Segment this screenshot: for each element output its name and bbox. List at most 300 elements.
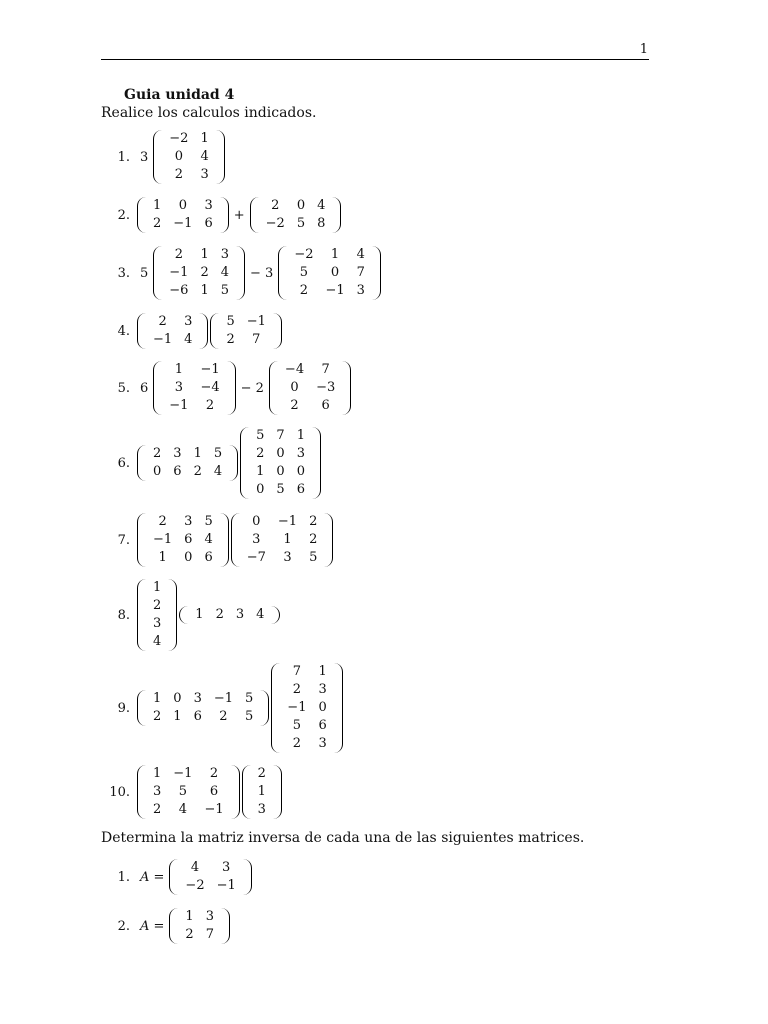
matrix-row bbox=[147, 197, 219, 215]
matrix-entry: 0 bbox=[296, 198, 306, 213]
matrix-entry: 0 bbox=[178, 198, 187, 213]
matrix-entry: 1 bbox=[283, 532, 292, 547]
matrix-entry: 1 bbox=[153, 691, 162, 706]
matrix bbox=[169, 859, 251, 895]
matrix-entry: −2 bbox=[265, 216, 285, 231]
matrix-entry: 6 bbox=[318, 718, 327, 733]
matrix bbox=[137, 690, 269, 726]
matrix-entry: 2 bbox=[205, 398, 215, 413]
matrix-entry: 1 bbox=[256, 464, 265, 479]
matrix-entry: 3 bbox=[220, 247, 230, 262]
matrix-row bbox=[163, 361, 225, 379]
matrix-row bbox=[288, 246, 371, 264]
matrix-entry: 5 bbox=[299, 265, 309, 280]
matrix-entry: −1 bbox=[153, 532, 173, 547]
matrix-entry: 0 bbox=[252, 514, 261, 529]
matrix-entry: 4 bbox=[356, 247, 365, 262]
matrix-row bbox=[252, 783, 272, 801]
matrix-entry: 3 bbox=[356, 283, 365, 298]
matrix-row bbox=[281, 681, 332, 699]
matrix-entry: 4 bbox=[184, 332, 193, 347]
matrix-entry: 0 bbox=[330, 265, 340, 280]
matrix-entry: 2 bbox=[309, 532, 318, 547]
matrix-entry: −1 bbox=[169, 265, 189, 280]
matrix-entry: 4 bbox=[178, 802, 187, 817]
matrix-row bbox=[163, 148, 214, 166]
matrix-entry: 6 bbox=[173, 464, 182, 479]
matrix-entries bbox=[279, 361, 341, 415]
matrix-entry: −4 bbox=[284, 362, 305, 377]
left-parenthesis bbox=[169, 908, 178, 944]
matrix bbox=[250, 197, 342, 233]
exercise-number: 6. bbox=[117, 455, 130, 471]
matrix-row bbox=[163, 379, 225, 397]
left-parenthesis bbox=[242, 765, 251, 819]
matrix-entries bbox=[189, 606, 270, 624]
matrix bbox=[271, 663, 342, 753]
matrix-row bbox=[220, 331, 271, 349]
matrix bbox=[137, 513, 229, 567]
matrix bbox=[137, 579, 177, 651]
right-parenthesis bbox=[260, 690, 269, 726]
exercise-number: 2. bbox=[117, 918, 130, 934]
exercise-item bbox=[100, 765, 283, 819]
matrix-entry: 5 bbox=[309, 550, 318, 565]
exercise-number: 1. bbox=[117, 149, 130, 165]
left-parenthesis bbox=[137, 765, 146, 819]
matrix-entry: 2 bbox=[292, 682, 302, 697]
matrix-entry: 5 bbox=[296, 216, 306, 231]
exercise-number: 4. bbox=[117, 323, 130, 339]
matrix-entries bbox=[163, 246, 235, 300]
matrix-row bbox=[163, 264, 235, 282]
matrix-entry: 3 bbox=[205, 909, 214, 924]
matrix-row bbox=[163, 397, 225, 415]
matrix-entry: 2 bbox=[209, 766, 219, 781]
matrix bbox=[153, 130, 224, 184]
left-parenthesis bbox=[278, 246, 287, 300]
left-parenthesis bbox=[240, 427, 249, 499]
matrix-entry: 5 bbox=[213, 446, 223, 461]
matrix-row bbox=[147, 331, 198, 349]
matrix-row bbox=[147, 215, 219, 233]
matrix-entry: −7 bbox=[246, 550, 266, 565]
right-parenthesis bbox=[273, 765, 282, 819]
matrix-entries bbox=[260, 197, 332, 233]
matrix-row bbox=[147, 549, 219, 567]
operator-text: 5 bbox=[140, 265, 149, 281]
matrix-entry: 6 bbox=[184, 532, 193, 547]
matrix-entry: 3 bbox=[193, 691, 202, 706]
matrix-entry: 7 bbox=[276, 428, 285, 443]
matrix-entries bbox=[281, 663, 332, 753]
matrix-entry: 1 bbox=[296, 428, 305, 443]
matrix-entry: 1 bbox=[185, 909, 194, 924]
matrix-entry: 2 bbox=[271, 198, 280, 213]
matrix-entry: 1 bbox=[153, 198, 162, 213]
matrix-entries bbox=[179, 908, 220, 944]
matrix-entry: −1 bbox=[173, 216, 193, 231]
left-parenthesis bbox=[137, 445, 146, 481]
operator-text: 3 bbox=[140, 149, 149, 165]
left-parenthesis bbox=[137, 313, 146, 349]
exercise-number: 8. bbox=[117, 607, 130, 623]
right-parenthesis bbox=[271, 606, 280, 624]
right-parenthesis bbox=[342, 361, 351, 415]
matrix-row bbox=[281, 663, 332, 681]
matrix-entry: 1 bbox=[318, 664, 327, 679]
matrix-row bbox=[281, 717, 332, 735]
right-parenthesis bbox=[243, 859, 252, 895]
matrix-row bbox=[281, 699, 332, 717]
matrix bbox=[169, 908, 230, 944]
matrix-row bbox=[163, 282, 235, 300]
matrix-entries bbox=[147, 690, 259, 726]
matrix-entry: 2 bbox=[193, 464, 202, 479]
matrix-entry: 5 bbox=[256, 428, 265, 443]
page-number: 1 bbox=[639, 42, 648, 57]
matrix-entry: 1 bbox=[153, 580, 162, 595]
instruction-calculations: Realice los calculos indicados. bbox=[101, 105, 317, 121]
matrix-entry: 4 bbox=[317, 198, 326, 213]
matrix-entry: 1 bbox=[200, 131, 209, 146]
matrix-entries bbox=[288, 246, 371, 300]
exercise-number: 5. bbox=[117, 380, 130, 396]
right-parenthesis bbox=[372, 246, 381, 300]
matrix-entry: 0 bbox=[290, 380, 299, 395]
right-parenthesis bbox=[220, 197, 229, 233]
matrix-entry: −1 bbox=[153, 332, 173, 347]
matrix-row bbox=[260, 215, 332, 233]
left-parenthesis bbox=[137, 579, 146, 651]
matrix-row bbox=[220, 313, 271, 331]
left-parenthesis bbox=[210, 313, 219, 349]
matrix-entry: 3 bbox=[204, 198, 213, 213]
matrix-row bbox=[241, 513, 324, 531]
matrix bbox=[231, 513, 334, 567]
exercise-item bbox=[100, 197, 342, 233]
matrix-entry: 1 bbox=[153, 766, 162, 781]
matrix-entry: −1 bbox=[216, 878, 236, 893]
matrix-entries bbox=[147, 579, 167, 651]
right-parenthesis bbox=[168, 579, 177, 651]
matrix-entry: −1 bbox=[204, 802, 224, 817]
matrix-entry: 2 bbox=[200, 265, 209, 280]
matrix-entry: 3 bbox=[174, 380, 183, 395]
matrix-entry: 3 bbox=[318, 682, 327, 697]
right-parenthesis bbox=[312, 427, 321, 499]
matrix-entry: 0 bbox=[276, 464, 285, 479]
matrix-entry: 2 bbox=[153, 216, 162, 231]
matrix-entry: 3 bbox=[173, 446, 182, 461]
matrix-entry: 1 bbox=[200, 247, 209, 262]
matrix-entry: 1 bbox=[330, 247, 340, 262]
matrix-entries bbox=[147, 445, 228, 481]
matrix bbox=[210, 313, 281, 349]
matrix bbox=[240, 427, 321, 499]
matrix-entry: 6 bbox=[321, 398, 330, 413]
matrix-row bbox=[281, 735, 332, 753]
exercise-number: 7. bbox=[117, 532, 130, 548]
matrix-entry: 7 bbox=[292, 664, 302, 679]
matrix-entry: 6 bbox=[204, 550, 213, 565]
matrix-entry: 1 bbox=[158, 550, 167, 565]
matrix-entry: 2 bbox=[215, 607, 224, 622]
matrix-entry: 7 bbox=[252, 332, 261, 347]
matrix-entries bbox=[220, 313, 271, 349]
matrix-entry: 2 bbox=[257, 766, 266, 781]
matrix-row bbox=[179, 877, 241, 895]
operator-text: − 2 bbox=[240, 380, 264, 396]
exercise-item bbox=[100, 361, 352, 415]
right-parenthesis bbox=[334, 663, 343, 753]
matrix-entry: 0 bbox=[153, 464, 162, 479]
matrix-entry: 2 bbox=[153, 446, 162, 461]
matrix-entry: 3 bbox=[222, 860, 231, 875]
right-parenthesis bbox=[236, 246, 245, 300]
matrix-row bbox=[147, 783, 230, 801]
matrix-entry: 2 bbox=[219, 709, 228, 724]
matrix-row bbox=[279, 379, 341, 397]
matrix-entry: −2 bbox=[185, 878, 205, 893]
left-parenthesis bbox=[271, 663, 280, 753]
matrix-entry: 5 bbox=[220, 283, 230, 298]
matrix-row bbox=[252, 765, 272, 783]
matrix-entry: 2 bbox=[153, 802, 162, 817]
left-parenthesis bbox=[153, 246, 162, 300]
matrix-entry: 5 bbox=[178, 784, 187, 799]
matrix-entry: 4 bbox=[200, 149, 209, 164]
matrix-entry: 2 bbox=[174, 247, 183, 262]
matrix-entry: 5 bbox=[292, 718, 302, 733]
matrix-entry: 7 bbox=[321, 362, 330, 377]
matrix-entry: 4 bbox=[204, 532, 213, 547]
matrix-row bbox=[147, 313, 198, 331]
matrix-entry: 1 bbox=[193, 446, 202, 461]
exercise-item bbox=[100, 663, 344, 753]
matrix bbox=[278, 246, 381, 300]
matrix-row bbox=[147, 597, 167, 615]
right-parenthesis bbox=[216, 130, 225, 184]
exercise-item bbox=[100, 246, 382, 300]
matrix-entries bbox=[163, 361, 225, 415]
matrix-row bbox=[250, 481, 311, 499]
matrix-entry: −6 bbox=[169, 283, 189, 298]
matrix-entries bbox=[252, 765, 272, 819]
matrix-entries bbox=[147, 197, 219, 233]
matrix-entry: 4 bbox=[256, 607, 265, 622]
matrix-row bbox=[179, 926, 220, 944]
matrix-row bbox=[147, 513, 219, 531]
matrix-entry: 5 bbox=[276, 482, 285, 497]
inverse-exercise-item bbox=[100, 908, 231, 944]
matrix-entry: −3 bbox=[316, 380, 336, 395]
inverse-exercise-item bbox=[100, 859, 253, 895]
left-parenthesis bbox=[269, 361, 278, 415]
matrix-entry: 2 bbox=[158, 514, 167, 529]
matrix-row bbox=[147, 801, 230, 819]
matrix-entry: 2 bbox=[256, 446, 265, 461]
right-parenthesis bbox=[220, 513, 229, 567]
left-parenthesis bbox=[179, 606, 188, 624]
matrix-entry: 4 bbox=[213, 464, 223, 479]
matrix-entry: −1 bbox=[325, 283, 345, 298]
matrix-entry: 4 bbox=[220, 265, 230, 280]
matrix-entry: 0 bbox=[276, 446, 285, 461]
right-parenthesis bbox=[199, 313, 208, 349]
matrix-entry: 3 bbox=[235, 607, 245, 622]
matrix-entry: 1 bbox=[195, 607, 204, 622]
matrix-entry: 3 bbox=[184, 314, 193, 329]
header-rule bbox=[101, 59, 649, 60]
left-parenthesis bbox=[153, 361, 162, 415]
matrix-row bbox=[147, 633, 167, 651]
matrix-row bbox=[260, 197, 332, 215]
matrix-entry: 0 bbox=[318, 700, 327, 715]
matrix-entries bbox=[241, 513, 324, 567]
exercise-item bbox=[100, 130, 226, 184]
matrix-entry: 0 bbox=[174, 149, 183, 164]
left-parenthesis bbox=[137, 197, 146, 233]
right-parenthesis bbox=[231, 765, 240, 819]
matrix-row bbox=[189, 606, 270, 624]
matrix-row bbox=[250, 445, 311, 463]
matrix-entry: −2 bbox=[294, 247, 314, 262]
exercise-item bbox=[100, 513, 334, 567]
matrix bbox=[153, 246, 245, 300]
matrix-row bbox=[147, 615, 167, 633]
left-parenthesis bbox=[137, 513, 146, 567]
matrix-entry: −1 bbox=[287, 700, 307, 715]
matrix-row bbox=[163, 246, 235, 264]
exercise-number: 2. bbox=[117, 207, 130, 223]
matrix-label: A = bbox=[140, 869, 165, 885]
matrix-entry: 2 bbox=[292, 736, 302, 751]
matrix-entry: 1 bbox=[174, 362, 183, 377]
left-parenthesis bbox=[169, 859, 178, 895]
matrix-entry: 2 bbox=[226, 332, 235, 347]
left-parenthesis bbox=[137, 690, 146, 726]
matrix-entry: 5 bbox=[245, 691, 254, 706]
matrix-entry: −2 bbox=[169, 131, 189, 146]
right-parenthesis bbox=[227, 361, 236, 415]
matrix-entry: 2 bbox=[290, 398, 299, 413]
matrix-entry: 2 bbox=[153, 709, 162, 724]
matrix-entry: 3 bbox=[184, 514, 193, 529]
right-parenthesis bbox=[229, 445, 238, 481]
matrix-entry: 3 bbox=[252, 532, 261, 547]
matrix-entries bbox=[250, 427, 311, 499]
matrix-row bbox=[179, 908, 220, 926]
exercise-number: 1. bbox=[117, 869, 130, 885]
matrix bbox=[153, 361, 235, 415]
exercise-item bbox=[100, 313, 283, 349]
matrix-entry: 3 bbox=[153, 616, 162, 631]
exercise-number: 9. bbox=[117, 700, 130, 716]
matrix-entry: 6 bbox=[209, 784, 219, 799]
matrix-entry: 3 bbox=[153, 784, 162, 799]
exercise-number: 3. bbox=[117, 265, 130, 281]
operator-text: + bbox=[233, 207, 245, 223]
matrix-row bbox=[147, 708, 259, 726]
matrix-label: A = bbox=[140, 918, 165, 934]
matrix-row bbox=[163, 130, 214, 148]
matrix-entry: 2 bbox=[174, 167, 183, 182]
matrix-entry: 3 bbox=[283, 550, 292, 565]
matrix-entry: 0 bbox=[296, 464, 305, 479]
guide-title: Guia unidad 4 bbox=[124, 87, 235, 103]
matrix-entry: −1 bbox=[277, 514, 298, 529]
matrix-entry: 0 bbox=[173, 691, 182, 706]
matrix bbox=[137, 313, 208, 349]
matrix-entry: 1 bbox=[257, 784, 266, 799]
matrix-entry: 3 bbox=[318, 736, 327, 751]
matrix-row bbox=[288, 264, 371, 282]
matrix-entries bbox=[147, 765, 230, 819]
matrix-entry: 4 bbox=[153, 634, 162, 649]
operator-text: 6 bbox=[140, 380, 149, 396]
operator-text: − 3 bbox=[250, 265, 274, 281]
matrix-entry: 2 bbox=[185, 927, 194, 942]
matrix-entries bbox=[147, 513, 219, 567]
matrix-row bbox=[147, 690, 259, 708]
matrix-entry: 4 bbox=[190, 860, 200, 875]
matrix bbox=[179, 606, 280, 624]
matrix-row bbox=[241, 531, 324, 549]
matrix-row bbox=[250, 463, 311, 481]
matrix-entries bbox=[179, 859, 241, 895]
matrix-entry: 6 bbox=[193, 709, 202, 724]
exercise-item bbox=[100, 427, 322, 499]
matrix-row bbox=[147, 531, 219, 549]
matrix bbox=[269, 361, 351, 415]
matrix-entry: 0 bbox=[256, 482, 265, 497]
matrix-entry: 3 bbox=[200, 167, 209, 182]
matrix-entry: −1 bbox=[246, 314, 266, 329]
matrix-entry: 5 bbox=[204, 514, 213, 529]
matrix bbox=[137, 445, 238, 481]
left-parenthesis bbox=[153, 130, 162, 184]
instruction-inverse: Determina la matriz inversa de cada una de las siguientes matrices. bbox=[101, 830, 585, 846]
matrix-row bbox=[147, 445, 228, 463]
right-parenthesis bbox=[221, 908, 230, 944]
matrix-row bbox=[147, 765, 230, 783]
matrix-entry: −1 bbox=[213, 691, 234, 706]
matrix-entry: 8 bbox=[317, 216, 326, 231]
exercise-item bbox=[100, 579, 281, 651]
matrix-entry: 2 bbox=[158, 314, 167, 329]
matrix-entry: 1 bbox=[200, 283, 209, 298]
matrix-entry: −1 bbox=[169, 398, 189, 413]
matrix-entry: 0 bbox=[184, 550, 193, 565]
matrix-entry: 6 bbox=[296, 482, 305, 497]
matrix-entry: 2 bbox=[299, 283, 309, 298]
right-parenthesis bbox=[324, 513, 333, 567]
matrix-entry: 7 bbox=[205, 927, 214, 942]
matrix-entry: 5 bbox=[226, 314, 235, 329]
matrix bbox=[137, 197, 229, 233]
matrix-row bbox=[279, 397, 341, 415]
matrix-row bbox=[250, 427, 311, 445]
matrix bbox=[137, 765, 240, 819]
matrix-row bbox=[179, 859, 241, 877]
matrix-entry: −4 bbox=[200, 380, 220, 395]
left-parenthesis bbox=[250, 197, 259, 233]
matrix-entry: 2 bbox=[309, 514, 318, 529]
matrix-row bbox=[147, 463, 228, 481]
matrix-entry: 3 bbox=[296, 446, 305, 461]
exercise-number: 10. bbox=[109, 784, 130, 800]
